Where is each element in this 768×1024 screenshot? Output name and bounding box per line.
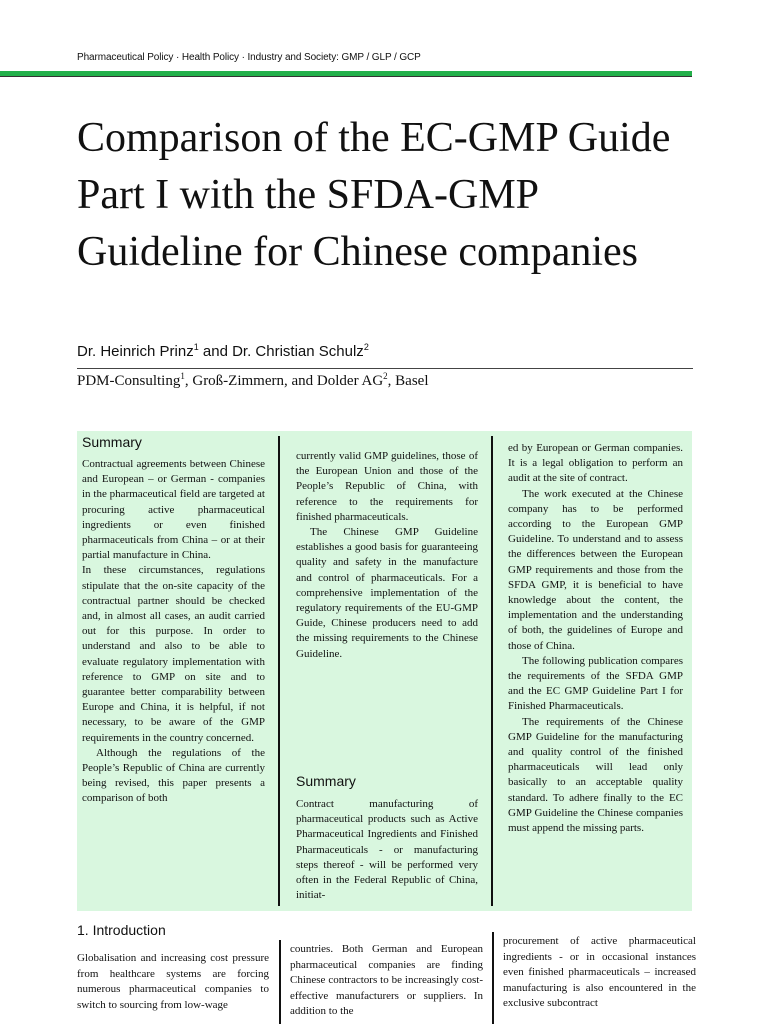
authors-line — [77, 343, 369, 360]
introduction-column-1: Globalisation and increasing cost pressure from healthcare systems are forcing numerous pharmaceutical companies to switch to sourcing from low-wage — [77, 952, 269, 1011]
affiliation-superscript-1: 1 — [180, 371, 185, 381]
introduction-column-3: procurement of active pharmaceutical ingredients - or in occasional instances even finished pharmaceuticals – increased manufacturing is also encountered in the exclusive subcontract — [503, 935, 696, 1009]
column-divider-2 — [491, 436, 493, 906]
summary-heading-2: Summary — [296, 773, 356, 789]
affiliation-line — [77, 373, 428, 390]
introduction-column-divider-1 — [279, 940, 281, 1024]
article-title: Comparison of the EC-GMP Guide Part I with the SFDA-GMP Guideline for Chinese companies — [77, 115, 671, 275]
column-divider-1 — [278, 436, 280, 906]
summary-col3-paragraph-4: The requirements of the Chinese GMP Guideline for the manufacturing and quality control of the finished pharmaceuticals will lead only basically to an acceptable quality standard. To adhere finally to the EC GMP Guideline the Chinese companies must append the missing parts. — [508, 715, 683, 835]
summary-col2-paragraph-3: Contract manufacturing of pharmaceutical products such as Active Pharmaceutical Ingredients and Finished Pharmaceuticals - or manufacturing steps thereof - will be performed very often in the Federal Republic of China, initiat- — [296, 798, 478, 902]
summary-column-2 — [296, 449, 478, 662]
summary-col3-paragraph-3: The following publication compares the requirements of the SFDA GMP and the EC GMP Guideline Part I for Finished Pharmaceuticals. — [508, 654, 683, 713]
author-1-superscript: 1 — [193, 342, 199, 352]
summary-col1-paragraph-1: Contractual agreements between Chinese and European – or German - companies in the pharmaceutical field are targeted at procuring active pharmaceutical ingredients or even finished pharmaceuticals from China – or at their partial manufacture in China. — [82, 458, 265, 562]
summary-col2-paragraph-2: The Chinese GMP Guideline establishes a good basis for guaranteeing quality and safety in the manufacture and control of pharmaceuticals. For a comprehensive implementation of the regulatory requirements of the EU-GMP Guide, Chinese producers need to add the missing requirements to the Chinese Guideline. — [296, 526, 478, 660]
running-head: Pharmaceutical Policy · Health Policy · Industry and Society: GMP / GLP / GCP — [77, 52, 421, 63]
summary-col2-paragraph-1: currently valid GMP guidelines, those of the European Union and those of the People’s Republic of China, with reference to the requirements for finished pharmaceuticals. — [296, 450, 478, 523]
summary-col3-paragraph-1: ed by European or German companies. It is a legal obligation to perform an audit at the site of contract. — [508, 442, 683, 485]
summary-column-1 — [82, 457, 265, 807]
summary-column-3 — [508, 441, 683, 836]
affiliation-part-1: PDM-Consulting — [77, 373, 181, 389]
introduction-column-2: countries. Both German and European pharmaceutical companies are finding Chinese contractors to be increasingly cost-effective manufacturers or suppliers. In addition to the — [290, 943, 483, 1017]
author-2-superscript: 2 — [363, 342, 369, 352]
author-1: Dr. Heinrich Prinz — [77, 343, 194, 360]
header-rule-dark — [0, 76, 692, 77]
author-connector: and — [198, 343, 233, 360]
summary-col1-paragraph-2: In these circumstances, regulations stipulate that the on-site capacity of the contractual partner should be checked and, in almost all cases, an audit carried out for this purpose. In order to understand and also to be able to evaluate regulatory implementation with reference to GMP on site and to guarantee better comparability between Europe and China, it is helpful, if not necessary, to be aware of the GMP requirements in the country concerned. — [82, 564, 265, 744]
author-2: Dr. Christian Schulz — [232, 343, 364, 360]
affiliation-part-2: , Groß-Zimmern, and Dolder AG — [184, 373, 384, 389]
summary-heading: Summary — [82, 434, 142, 450]
affiliation-part-3: , Basel — [387, 373, 429, 389]
introduction-heading: 1. Introduction — [77, 922, 166, 938]
affiliation-superscript-2: 2 — [383, 371, 388, 381]
author-divider — [77, 368, 693, 369]
introduction-column-divider-2 — [492, 932, 494, 1024]
summary-col1-paragraph-3: Although the regulations of the People’s Republic of China are currently being revised, this paper presents a comparison of both — [82, 746, 265, 805]
summary-column-2-lower — [296, 797, 478, 903]
summary-col3-paragraph-2: The work executed at the Chinese company has to be performed according to the European GMP Guideline. To understand and to assess the differences between the European GMP requirements and those from the SFDA GMP, it is beneficial to have knowledge about the content, the implementation and the understanding of both, the guidelines of Europe and those of China. — [508, 487, 683, 652]
